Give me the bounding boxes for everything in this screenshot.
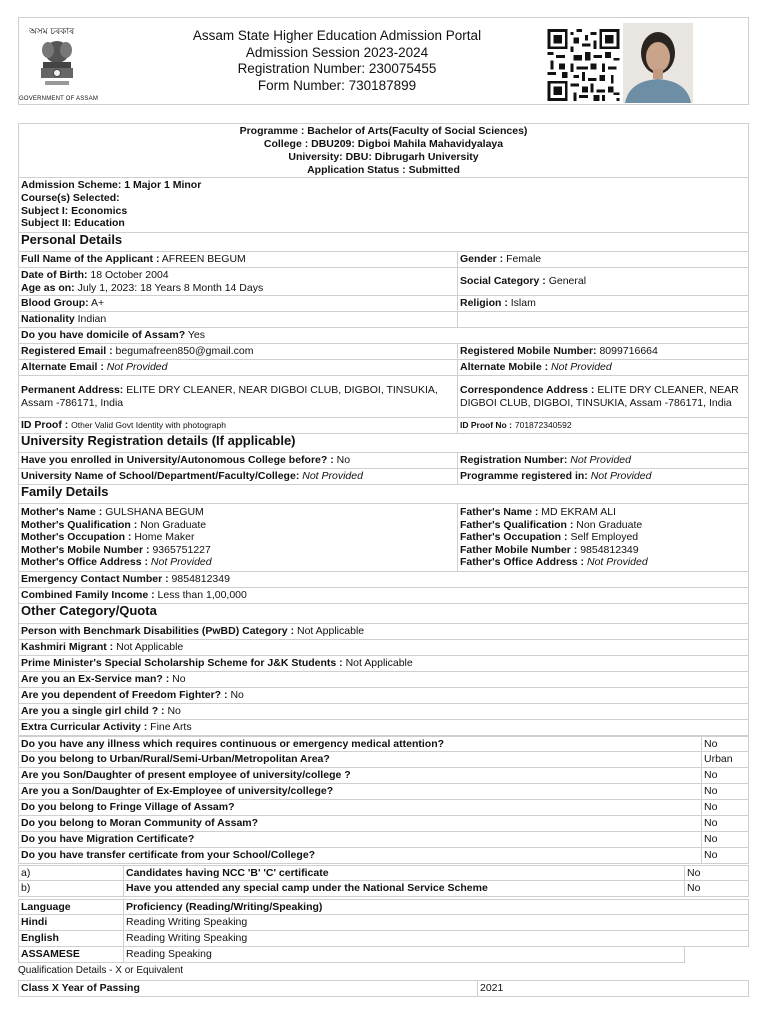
ncc-row <box>18 865 749 881</box>
language-proficiency: Reading Writing Speaking <box>126 932 248 944</box>
question-answer: No <box>701 832 748 847</box>
mobile-value: 8099716664 <box>599 345 658 357</box>
field-label: Full Name of the Applicant : <box>21 253 160 265</box>
section-personal <box>18 233 749 252</box>
category-value: General <box>548 275 587 288</box>
qualification-row <box>18 980 749 997</box>
blood-group-value: A+ <box>91 297 105 309</box>
field-label: Do you have domicile of Assam? <box>21 329 186 341</box>
row-addresses <box>18 376 749 418</box>
question-row <box>18 832 749 848</box>
field-label: Kashmiri Migrant : <box>21 641 114 653</box>
quota-value: Not Applicable <box>296 625 365 637</box>
field-label: Age as on: <box>21 281 75 294</box>
courses-selected: Course(s) Selected: <box>21 191 120 204</box>
question-answer: No <box>701 800 748 815</box>
language-proficiency: Reading Writing Speaking <box>126 916 248 928</box>
row-id-proof <box>18 418 749 434</box>
field-label: ID Proof : <box>21 419 69 431</box>
question-text: Do you belong to Fringe Village of Assam? <box>21 801 235 813</box>
ncc-key: a) <box>19 866 124 880</box>
scheme-block <box>18 178 749 233</box>
field-label: Mother's Qualification : <box>21 518 138 531</box>
question-row <box>18 848 749 864</box>
question-answer: No <box>701 737 748 751</box>
field-label: Blood Group: <box>21 297 89 309</box>
question-answer: Urban <box>701 752 748 767</box>
subject-one: Subject I: Economics <box>21 204 128 217</box>
domicile-value: Yes <box>187 329 206 341</box>
alt-mobile-value: Not Provided <box>551 361 612 373</box>
question-row <box>18 752 749 768</box>
mother-mobile: 9365751227 <box>152 543 211 556</box>
question-text: Do you belong to Urban/Rural/Semi-Urban/Metropolitan Area? <box>21 753 330 765</box>
school-value: Not Provided <box>302 470 363 482</box>
field-label: Registered Mobile Number: <box>460 345 597 357</box>
quota-row <box>18 720 749 736</box>
form-header <box>18 17 749 105</box>
quota-row <box>18 656 749 672</box>
field-label: Father's Occupation : <box>460 531 568 544</box>
ncc-answer: No <box>684 881 748 896</box>
ncc-question: Candidates having NCC 'B' 'C' certificate <box>126 867 329 879</box>
application-status: Application Status : Submitted <box>307 164 460 176</box>
row-dob-category <box>18 268 749 296</box>
question-row <box>18 800 749 816</box>
portal-title: Assam State Higher Education Admission Portal <box>192 28 482 43</box>
programme-registered-value: Not Provided <box>590 470 652 482</box>
section-family <box>18 485 749 504</box>
row-parents <box>18 504 749 572</box>
field-label: Registration Number: <box>460 454 568 466</box>
quota-row <box>18 624 749 640</box>
row-domicile <box>18 328 749 344</box>
father-office-address: Not Provided <box>586 556 648 569</box>
section-heading: Personal Details <box>21 232 123 247</box>
language-row <box>18 947 685 963</box>
question-text: Do you belong to Moran Community of Assam? <box>21 817 259 829</box>
university-registration-value: Not Provided <box>570 454 631 466</box>
language-name: ASSAMESE <box>21 948 80 960</box>
form-number: Form Number: 730187899 <box>257 77 417 93</box>
field-label: Person with Benchmark Disabilities (PwBD) Category : <box>21 625 295 637</box>
university-line: University: DBU: Dibrugarh University <box>288 151 479 163</box>
id-proof-value: Other Valid Govt Identity with photograph <box>71 420 226 430</box>
nationality-value: Indian <box>77 313 107 325</box>
question-answer: No <box>701 784 748 799</box>
qualification-title: Qualification Details - X or Equivalent <box>18 965 184 976</box>
ncc-row <box>18 881 749 897</box>
college-line: College : DBU209: Digboi Mahila Mahavidyalaya <box>263 138 504 150</box>
row-alternate-contact <box>18 360 749 376</box>
question-answer: No <box>701 768 748 783</box>
field-label: Father Mobile Number : <box>460 543 578 556</box>
row-name-gender <box>18 252 749 268</box>
row-emergency <box>18 572 749 588</box>
field-label: Permanent Address: <box>21 383 124 396</box>
field-label: Mother's Name : <box>21 506 103 519</box>
lion-capital-icon <box>37 38 77 90</box>
father-qualification: Non Graduate <box>576 518 643 531</box>
applicant-name: AFREEN BEGUM <box>161 253 246 265</box>
emblem-caption: GOVERNMENT OF ASSAM <box>19 96 99 102</box>
applicant-photo <box>623 23 693 103</box>
alt-email-value: Not Provided <box>106 361 168 373</box>
field-label: Combined Family Income : <box>21 589 155 601</box>
section-quota <box>18 604 749 624</box>
field-label: ID Proof No : <box>460 420 512 430</box>
quota-value: Not Applicable <box>116 641 184 653</box>
mother-office-address: Not Provided <box>150 556 212 569</box>
question-row <box>18 768 749 784</box>
question-text: Are you Son/Daughter of present employee of university/college ? <box>21 769 351 781</box>
language-proficiency: Reading Speaking <box>126 948 212 960</box>
row-income <box>18 588 749 604</box>
emblem-script: অসম চৰকাৰ <box>29 26 75 36</box>
enrolled-value: No <box>336 454 351 466</box>
quota-row <box>18 640 749 656</box>
mother-name: GULSHANA BEGUM <box>105 506 204 519</box>
language-name: Hindi <box>21 916 48 928</box>
class-x-year-value: 2021 <box>480 982 504 994</box>
question-row <box>18 736 749 752</box>
field-label: Emergency Contact Number : <box>21 573 169 585</box>
question-text: Do you have Migration Certificate? <box>21 833 195 845</box>
gender-value: Female <box>506 253 542 265</box>
row-email-mobile <box>18 344 749 360</box>
language-header: Language <box>21 901 71 913</box>
proficiency-header: Proficiency (Reading/Writing/Speaking) <box>126 901 323 913</box>
quota-value: No <box>172 673 186 685</box>
row-blood-religion <box>18 296 749 312</box>
family-income: Less than 1,00,000 <box>157 589 247 601</box>
field-label: Social Category : <box>460 275 546 288</box>
question-answer: No <box>701 848 748 863</box>
quota-value: No <box>167 705 181 717</box>
language-row <box>18 931 749 947</box>
field-label: University Name of School/Department/Faculty/College: <box>21 470 300 482</box>
id-proof-number: 701872340592 <box>514 420 572 430</box>
row-school <box>18 469 749 485</box>
field-label: Gender : <box>460 253 504 265</box>
subject-two: Subject II: Education <box>21 217 125 230</box>
religion-value: Islam <box>510 297 536 309</box>
language-row <box>18 915 749 931</box>
field-label: Father's Qualification : <box>460 518 574 531</box>
question-text: Do you have transfer certificate from your School/College? <box>21 849 316 861</box>
age-value: July 1, 2023: 18 Years 8 Month 14 Days <box>77 281 264 294</box>
quota-value: Not Applicable <box>345 657 413 669</box>
field-label: Father's Name : <box>460 506 539 519</box>
field-label: Religion : <box>460 297 508 309</box>
row-enrolled <box>18 453 749 469</box>
mother-occupation: Home Maker <box>134 531 195 544</box>
question-text: Are you a Son/Daughter of Ex-Employee of university/college? <box>21 785 334 797</box>
section-heading: Other Category/Quota <box>21 603 157 618</box>
section-heading: Family Details <box>21 484 109 499</box>
ncc-answer: No <box>684 866 748 880</box>
ncc-question: Have you attended any special camp under the National Service Scheme <box>126 882 488 894</box>
field-label: Prime Minister's Special Scholarship Scheme for J&K Students : <box>21 657 343 669</box>
class-x-year-label: Class X Year of Passing <box>21 982 140 994</box>
correspondence-address: ELITE DRY CLEANER, NEAR DIGBOI CLUB, DIGBOI, TINSUKIA, Assam -786171, India <box>460 383 739 409</box>
assam-emblem <box>19 22 103 102</box>
emergency-contact: 9854812349 <box>171 573 230 585</box>
question-answer: No <box>701 816 748 831</box>
field-label: Have you enrolled in University/Autonomous College before? : <box>21 454 334 466</box>
quota-value: No <box>230 689 244 701</box>
programme-line: Programme : Bachelor of Arts(Faculty of Social Sciences) <box>239 125 528 137</box>
section-heading: University Registration details (If applicable) <box>21 433 296 448</box>
question-text: Do you have any illness which requires continuous or emergency medical attention? <box>21 738 445 750</box>
field-label: Extra Curricular Activity : <box>21 721 148 733</box>
field-label: Are you a single girl child ? : <box>21 705 165 717</box>
field-label: Programme registered in: <box>460 470 588 482</box>
father-mobile: 9854812349 <box>580 543 639 556</box>
field-label: Date of Birth: <box>21 269 88 281</box>
field-label: Alternate Email : <box>21 361 104 373</box>
question-row <box>18 816 749 832</box>
father-occupation: Self Employed <box>570 531 639 544</box>
permanent-address: ELITE DRY CLEANER, NEAR DIGBOI CLUB, DIGBOI, TINSUKIA, Assam -786171, India <box>21 383 438 409</box>
field-label: Are you dependent of Freedom Fighter? : <box>21 689 228 701</box>
quota-row <box>18 672 749 688</box>
mother-qualification: Non Graduate <box>140 518 207 531</box>
language-header-row <box>18 899 749 915</box>
quota-row <box>18 688 749 704</box>
admission-scheme: Admission Scheme: 1 Major 1 Minor <box>21 179 202 191</box>
field-label: Registered Email : <box>21 345 113 357</box>
field-label: Correspondence Address : <box>460 383 595 396</box>
ncc-key: b) <box>19 881 124 896</box>
registration-number: Registration Number: 230075455 <box>237 61 437 76</box>
father-name: MD EKRAM ALI <box>541 506 616 519</box>
field-label: Mother's Mobile Number : <box>21 543 150 556</box>
field-label: Father's Office Address : <box>460 556 585 569</box>
field-label: Are you an Ex-Service man? : <box>21 673 170 685</box>
quota-value: Fine Arts <box>150 721 192 733</box>
language-name: English <box>21 932 59 944</box>
field-label: Mother's Occupation : <box>21 531 132 544</box>
field-label: Alternate Mobile : <box>460 361 549 373</box>
row-nationality <box>18 312 749 328</box>
question-row <box>18 784 749 800</box>
programme-block <box>18 123 749 178</box>
email-value: begumafreen850@gmail.com <box>115 345 254 357</box>
admission-session: Admission Session 2023-2024 <box>245 44 429 60</box>
dob-value: 18 October 2004 <box>90 269 169 281</box>
section-university <box>18 434 749 453</box>
header-title-block <box>177 28 497 94</box>
qr-code-icon <box>546 29 621 101</box>
field-label: Mother's Office Address : <box>21 556 148 569</box>
field-label: Nationality <box>21 313 75 325</box>
quota-row <box>18 704 749 720</box>
